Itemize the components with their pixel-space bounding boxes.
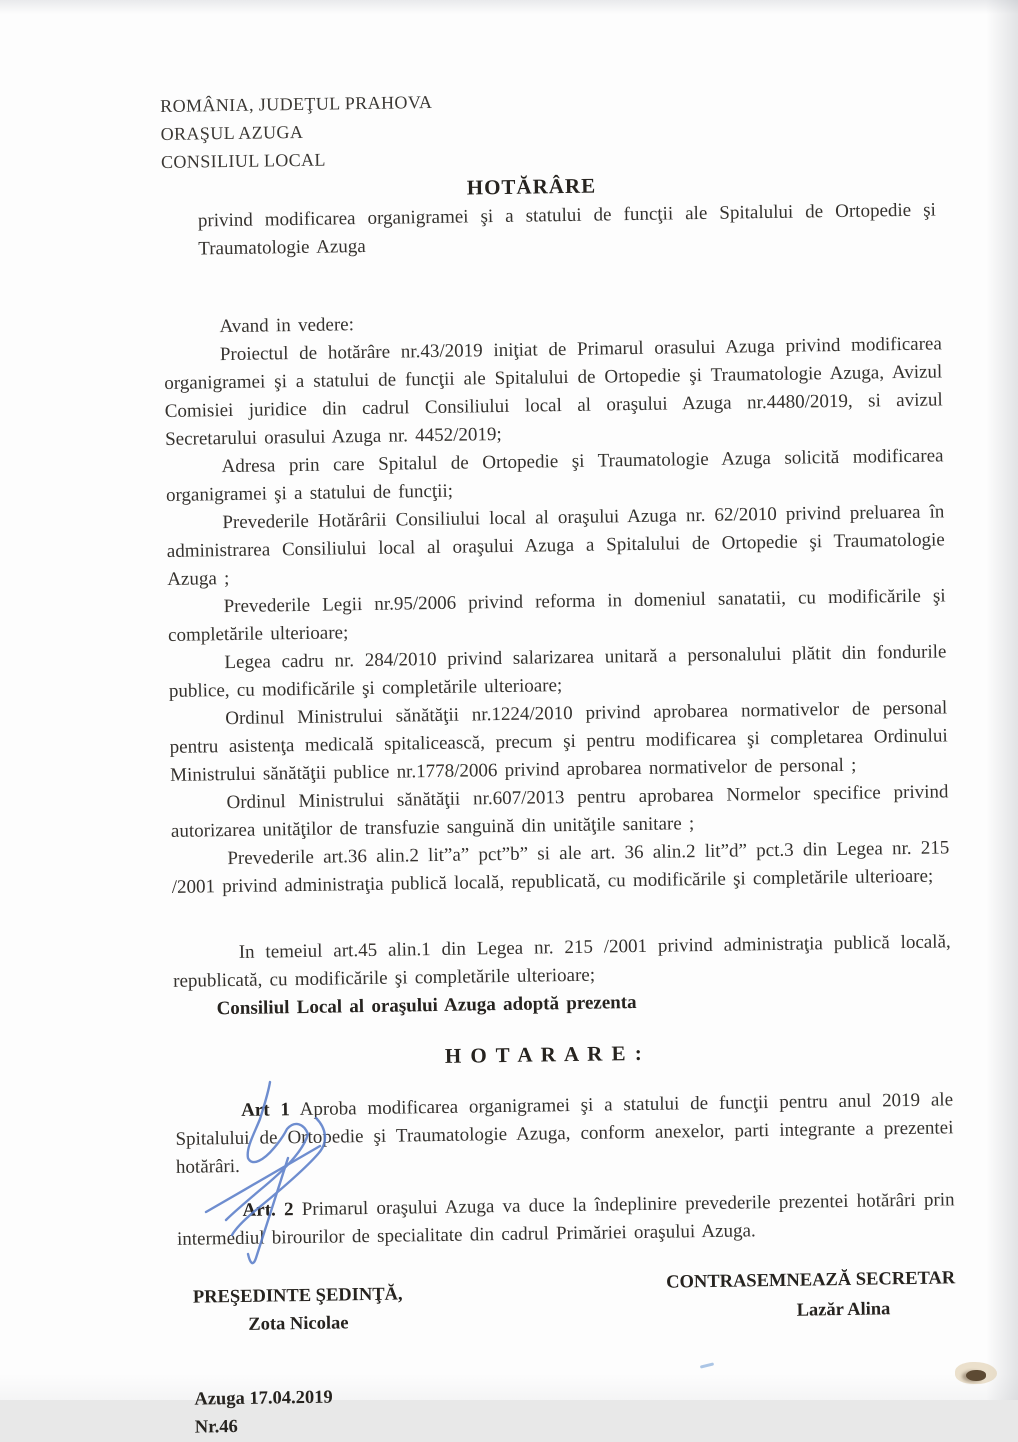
document-content — [160, 80, 958, 1441]
decision-heading: H O T A R A R E : — [444, 1040, 644, 1068]
consideration-item: Ordinul Ministrului sănătăţii nr.607/2013 pentru aprobarea Normelor specifice privind autorizarea unităţilor de transfuzie sanguină din unităţile sanitare ; — [170, 781, 949, 842]
consideration-item: Prevederile Legii nr.95/2006 privind reforma in domeniul sanatatii, cu modificările şi completările ulterioare; — [167, 585, 946, 646]
consideration-item: Proiectul de hotărâre nr.43/2019 iniţiat de Primarul orasului Azuga privind modificarea organigramei şi a statului de funcţii ale Spitalului de Ortopedie şi Traumatologie Azuga, Avizul Comisiei juridice din cadrul Consiliului local al oraşului Azuga nr.4480/2019, si avizul Secretarului orasului Azuga nr. 4452/2019; — [164, 333, 943, 450]
secretary-role-label: CONTRASEMNEAZĂ SECRETAR — [666, 1268, 956, 1293]
header-line-city: ORAŞUL AZUGA — [160, 121, 304, 144]
secretary-name: Lazăr Alina — [796, 1299, 891, 1321]
header-line-country: ROMÂNIA, JUDEŢUL PRAHOVA — [160, 91, 433, 116]
article-2-label: Art. 2 — [242, 1199, 294, 1221]
article-1-label: Art 1 — [240, 1099, 291, 1121]
article-2-text: Primarul oraşului Azuga va duce la îndeplinire prevederile prezentei hotărâri prin intermediul birourilor de specialitate din cadrul Primăriei oraşului Azuga. — [176, 1189, 955, 1250]
consideration-item: Legea cadru nr. 284/2010 privind salarizarea unitară a personalului plătit din fondurile publice, cu modificările şi completările ulterioare; — [168, 641, 947, 702]
consideration-item: Adresa prin care Spitalul de Ortopedie şi Traumatologie Azuga solicită modificarea organigramei şi a statului de funcţii; — [165, 445, 944, 506]
document-subtitle: privind modificarea organigramei şi a statului de funcţii ale Spitalului de Ortopedie şi Traumatologie Azuga — [197, 199, 936, 260]
president-role-label: PREŞEDINTE ŞEDINŢĂ, — [192, 1284, 403, 1308]
consideration-item: Prevederile art.36 alin.2 lit”a” pct”b” si ale art. 36 alin.2 lit”d” pct.3 din Legea nr. 215 /2001 privind administraţia publică locală, republicată, cu modificările şi completările ulterioare; — [171, 837, 950, 898]
header-line-council: CONSILIUL LOCAL — [160, 149, 326, 172]
article-1 — [175, 1086, 954, 1182]
document-header — [160, 80, 939, 176]
adoption-line: Consiliul Local al oraşului Azuga adoptă prezenta — [216, 992, 637, 1020]
decision-number: Nr.46 — [194, 1416, 238, 1438]
place-and-date: Azuga 17.04.2019 — [194, 1387, 333, 1410]
stain-mark — [966, 1370, 986, 1381]
secretary-signature-block — [666, 1264, 958, 1434]
consideration-item: Prevederile Hotărârii Consiliului local al oraşului Azuga nr. 62/2010 privind preluarea în administrarea Consiliului local al oraşului Azuga a Spitalului de Ortopedie şi Traumatologie Azuga ; — [166, 501, 945, 590]
president-name: Zota Nicolae — [248, 1313, 349, 1335]
article-2 — [176, 1186, 955, 1254]
article-1-text: Aproba modificarea organigramei şi a statului de funcţii pentru anul 2019 ale Spitalului de Ortopedie şi Traumatologie Azuga, conform anexelor, parti integrante a prezentei hotărâri. — [175, 1089, 954, 1178]
president-signature-block — [193, 1279, 514, 1442]
preamble-intro: Avand in vedere: — [219, 314, 355, 338]
legal-basis-paragraph: In temeiul art.45 alin.1 din Legea nr. 215 /2001 privind administraţia publică locală, republicată, cu modificările şi completările ulterioare; — [173, 931, 951, 992]
signature-block — [178, 1268, 958, 1442]
document-title: HOTĂRÂRE — [466, 173, 597, 200]
consideration-item: Ordinul Ministrului sănătăţii nr.1224/2010 privind aprobarea normativelor de personal pentru asistenţa medicală spitalicească, precum şi pentru modificarea şi completarea Ordinului Ministrului sănătăţii publice nr.1778/2006 privind aprobarea normativelor de personal ; — [169, 697, 948, 786]
